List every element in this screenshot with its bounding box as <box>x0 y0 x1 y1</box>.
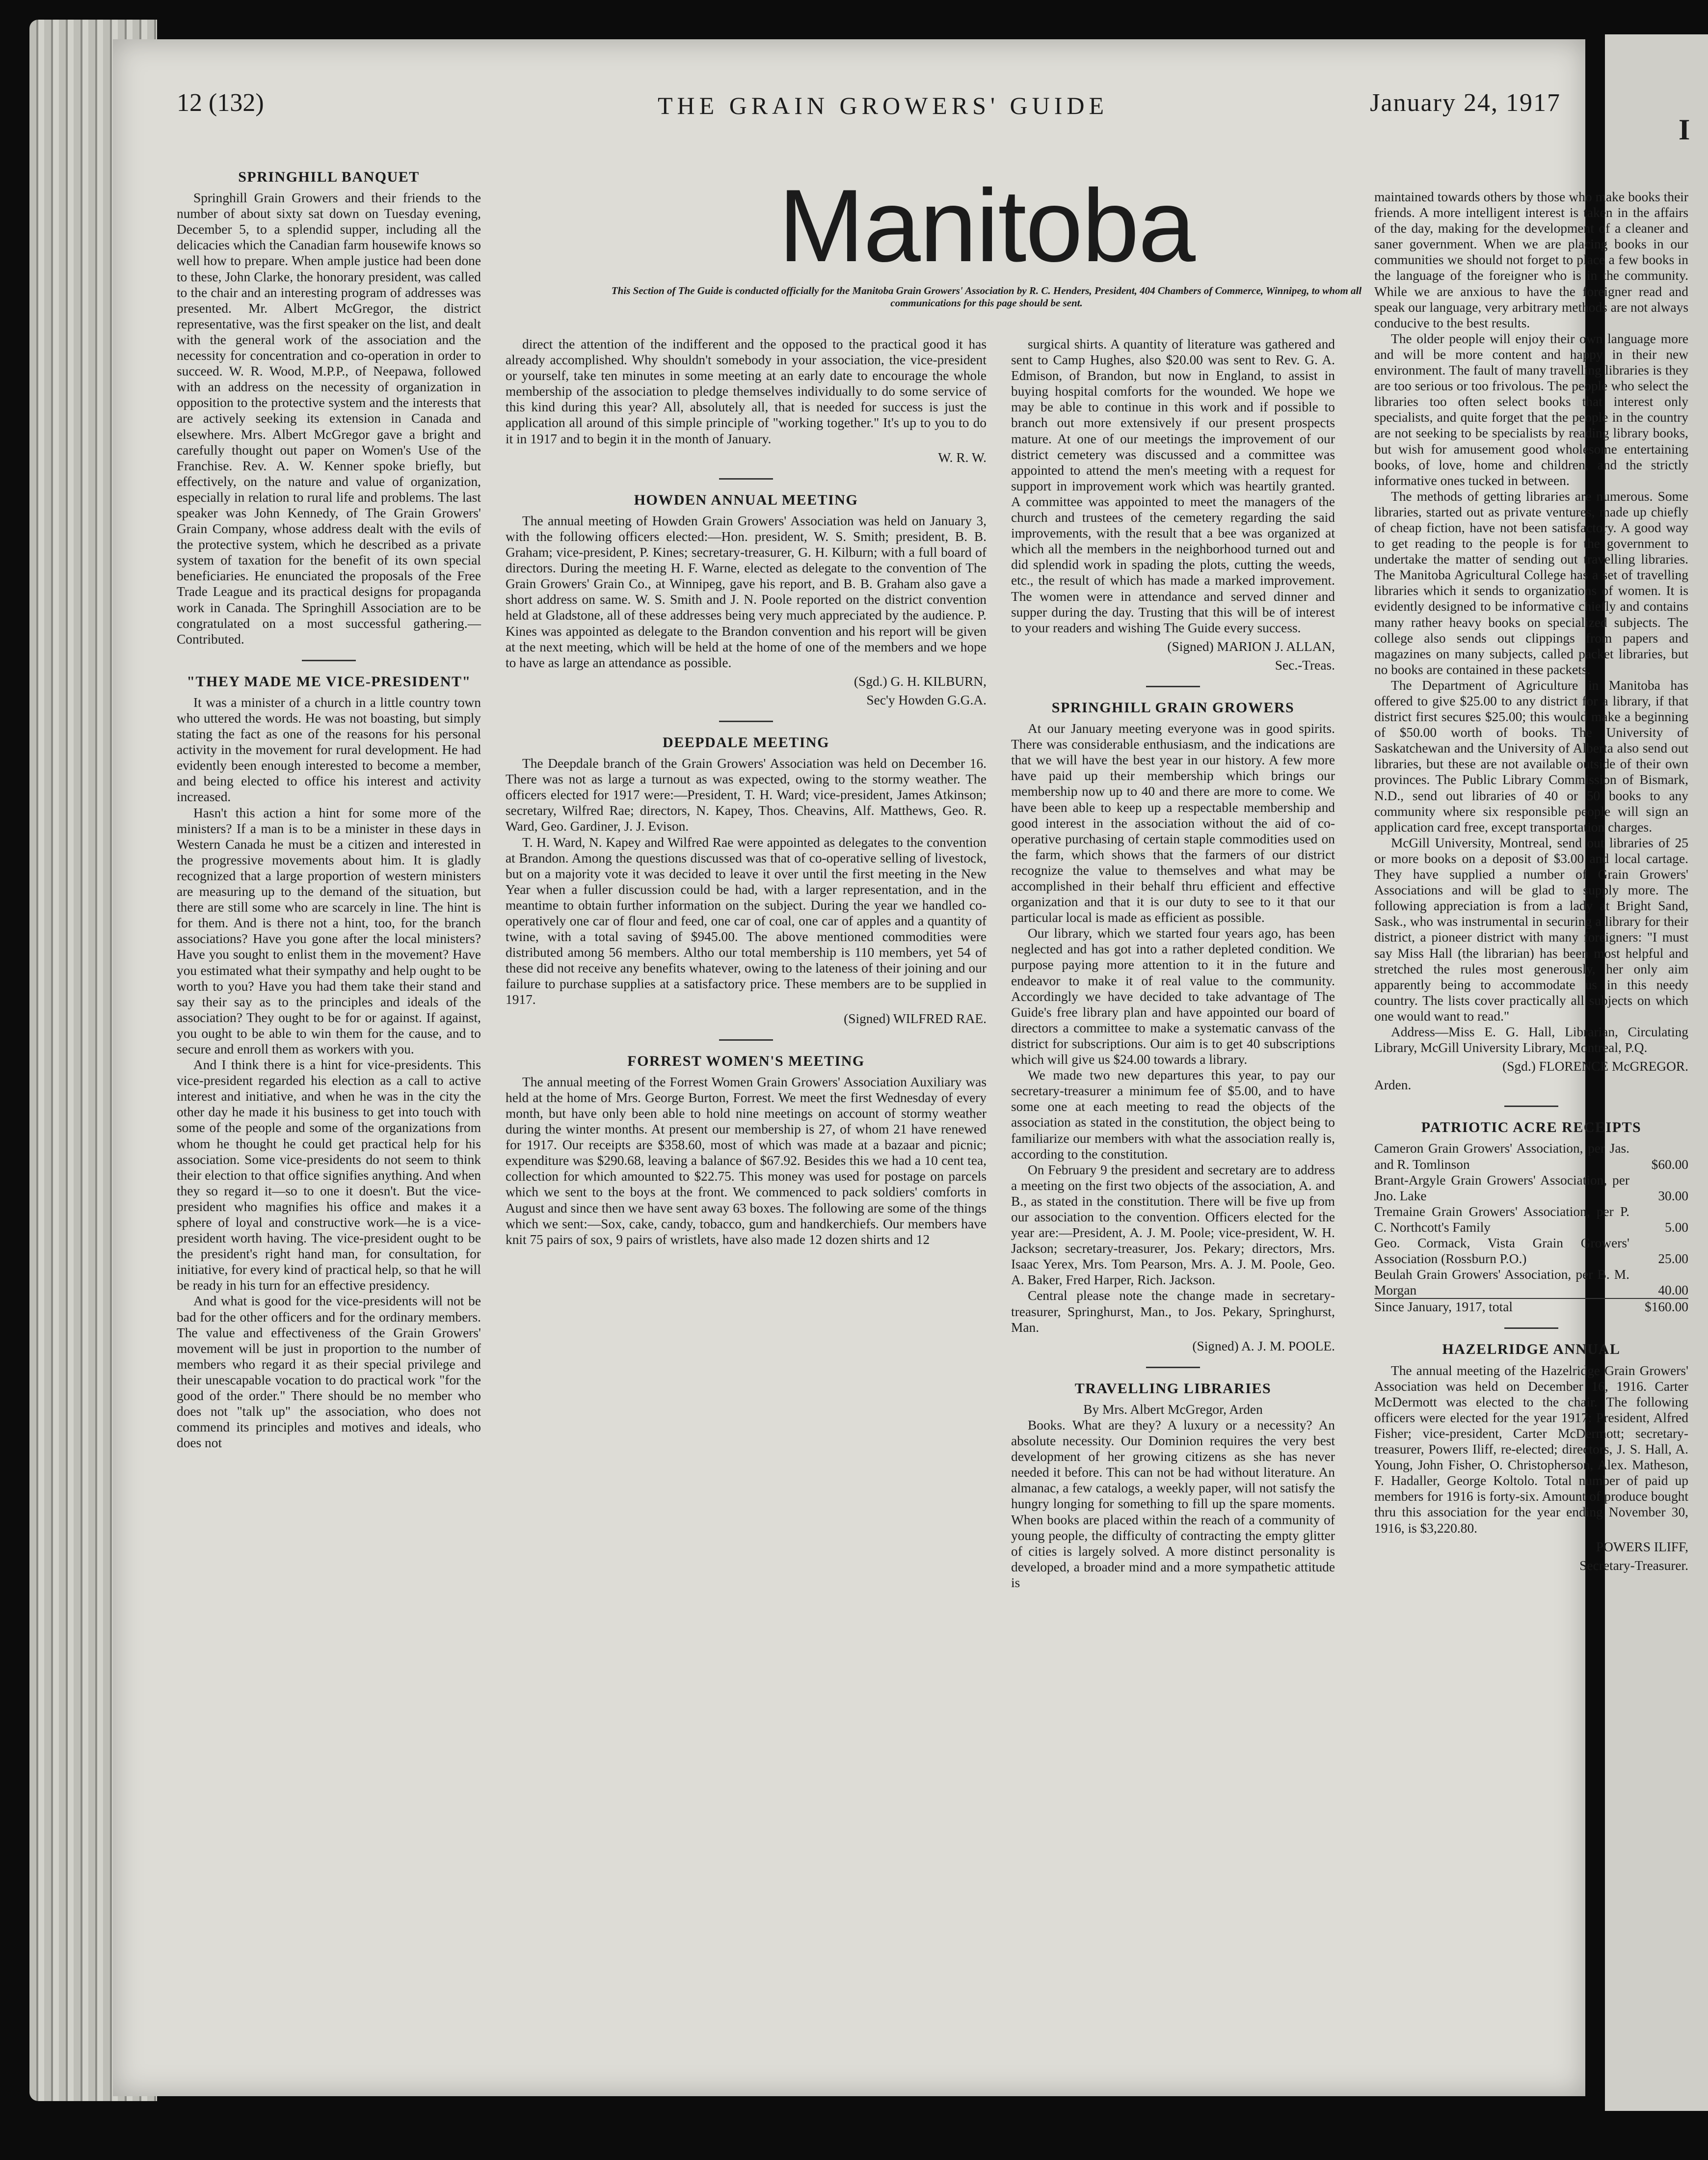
paragraph: It was a minister of a church in a little country town who uttered the words. He was not boasting, but simply stating the fact as one of the reasons for his personal activity in the movement for rural development. He had evidently been enough interested to become a member, and being elected to office his interest and activity increased. <box>177 695 481 805</box>
section-notice: This Section of The Guide is conducted officially for the Manitoba Grain Growers' Association by R. C. Henders, President, 404 Chambers of Commerce, Winnipeg, to whom all communications for this page should be sent. <box>611 285 1362 309</box>
paragraph: Address—Miss E. G. Hall, Librarian, Circulating Library, McGill University Library, Montreal, P.Q. <box>1374 1024 1688 1055</box>
paragraph: McGill University, Montreal, send out libraries of 25 or more books on a deposit of $3.00 and local cartage. They have supplied a number of Grain Growers' Associations and will be glad to supply more. The following appreciation is from a lady at Bright Sand, Sask., who was instrumental in securing a library for their district, a pioneer district with many foreigners: "I must say Miss Hall (the librarian) has been most helpful and stretched the rules most generously, her only aim apparently being to accommodate us in this needy country. The lists cover practically all subjects on which one would want to read." <box>1374 835 1688 1024</box>
signature-place: Arden. <box>1374 1078 1412 1093</box>
table-row <box>1374 1140 1688 1172</box>
article-travelling-libraries: Books. What are they? A luxury or a necessity? An absolute necessity. Our Dominion requires the very best development of her growing citizens as she has never needed it before. This can not be had without literature. An almanac, a few catalogs, a weekly paper, will not satisfy the hungry longing for something to fill up the spare moments. When books are placed within the reach of a community of young people, the difficulty of contracting the empty glitter of cities is largely solved. A more distinct personality is developed, a broader mind and a more sympathetic attitude is <box>1011 1418 1335 1590</box>
table-row <box>1374 1204 1688 1235</box>
paragraph: The Department of Agriculture in Manitoba has offered to give $25.00 to any district for a library, if that district first secures $25.00; this would make a beginning of $50.00 worth of books. The University of Saskatchewan and the University of Alberta also send out libraries, but these are not available outside of their own provinces. The Public Library Commission of Bismark, N.D., send out libraries of 40 or 50 books to any community where six responsible people will sign an application card free, except transportation charges. <box>1374 677 1688 835</box>
headline-deepdale: DEEPDALE MEETING <box>663 734 829 751</box>
journal-title: THE GRAIN GROWERS' GUIDE <box>658 92 1109 119</box>
receipt-amount: 25.00 <box>1658 1251 1688 1267</box>
headline-patriotic-acre: PATRIOTIC ACRE RECEIPTS <box>1421 1119 1642 1136</box>
paragraph: And I think there is a hint for vice-presidents. This vice-president regarded his election as a call to active interest and initiative, and when he was in the city the other day he made it his business to get into touch with some of the people and some of the organizations from whom he thought he could get practical help for his association. Some vice-presidents do not seem to think their election to that office signifies anything. And when they so regard it—so to one it doesn't. But the vice-president who magnifies his office and makes it a sphere of loyal and constructive work—he is a vice-president worth having. The vice-president ought to be the president's right hand man, for consultation, for initiative, for every kind of practical help, so that he will be ready in his turn for an effective presidency. <box>177 1057 481 1293</box>
receipt-label: Cameron Grain Growers' Association, per Jas. and R. Tomlinson <box>1374 1141 1629 1172</box>
paragraph: At our January meeting everyone was in good spirits. There was considerable enthusiasm, and the indications are that we will have the best year in our history. A few more have paid up their membership which brings our membership now up to 40 and there are more to come. We have been able to keep up a respectable membership and good interest in the association without the aid of co-operative purchasing of certain staple commodities used on the farm, which shows that the farmers of our district recognize the value to themselves and what may be accomplished in their behalf thru efficient and effective organization and that it is our duty to see to it that our particular local is made as efficient as possible. <box>1011 721 1335 925</box>
headline-springhill-grain-growers: SPRINGHILL GRAIN GROWERS <box>1051 699 1295 716</box>
initials: W. R. W. <box>938 450 987 465</box>
signature-title: Sec'y Howden G.G.A. <box>866 692 987 707</box>
newspaper-page <box>113 39 1688 2096</box>
divider <box>1146 686 1200 687</box>
receipt-amount: 40.00 <box>1658 1283 1688 1298</box>
paragraph: Hasn't this action a hint for some more of the ministers? If a man is to be a minister in these days in Western Canada he must be a citizen and interested in the progressive movements about him. It is gladly recognized that a large proportion of western ministers are measuring up to the demand of the situation, but there are still some who are scarcely in line. The hint is for them. And is there not a hint, too, for the branch associations? Have you gone after the local ministers? Have you sought to enlist them in the movement? Have you estimated what their sympathy and help ought to be worth to you? Have you had them take their stand and say their say as to the principles and ideals of the association? They ought to be for or against. If against, you ought to be able to win them for the cause, and to secure and enroll them as workers with you. <box>177 805 481 1056</box>
column-2 <box>506 336 987 1247</box>
total-label: Since January, 1917, total <box>1374 1298 1629 1315</box>
paragraph: The Deepdale branch of the Grain Growers' Association was held on December 16. There was not as large a turnout as was expected, owing to the stormy weather. The officers elected for 1917 were:—President, T. H. Ward; vice-president, James Atkinson; secretary, Wilfred Rae; directors, N. Kapey, Thos. Cheavins, Alf. Matthews, Geo. R. Ward, Geo. Gardiner, J. J. Evison. <box>506 756 987 834</box>
divider <box>719 721 773 722</box>
paragraph: And what is good for the vice-presidents will not be bad for the other officers and for the ordinary members. The value and effectiveness of the Grain Growers' movement will be just in proportion to the number of members who regard it as their special privilege and their unescapable vocation to do practical work "for the good of the order." There should be no member who does not "talk up" the association, who does not commend its principles and motives and ideals, who does not <box>177 1294 481 1451</box>
headline-forrest: FORREST WOMEN'S MEETING <box>627 1053 865 1069</box>
paragraph: The older people will enjoy their own language more and will be more content and happy in their new environment. The fault of many travelling libraries is they are too serious or too frivolous. The people who select the libraries too often select books that interest only specialists, and quite forget that the people in the country are not seeking to be specialists by reading library books, but wish for amusement good wholesome entertaining books, of love, home and children, and the strictly informative ones tucked in between. <box>1374 331 1688 488</box>
article-continued: direct the attention of the indifferent and the opposed to the practical good it has already accomplished. Why shouldn't somebody in your association, the vice-president or yourself, take ten minutes in some meeting at an early date to encourage the whole membership of the association to pledge themselves individually to do some service of this kind during this year? All, absolutely all, that is needed for success is just the application all around of this simple principle of "working together." It's up to you to do it in 1917 and to begin it in the month of January. <box>506 337 987 446</box>
section-masthead <box>604 168 1369 309</box>
divider <box>1504 1327 1558 1329</box>
paragraph: The methods of getting libraries are numerous. Some libraries, started out as private ventures, made up chiefly of cheap fiction, have not been satisfactory. A good way to get reading to the people is for the government to undertake the matter of sending out travelling libraries. The Manitoba Agricultural College has a set of travelling libraries which it sends to organizations of women. It is evidently designed to be informative chiefly and contains many rather heavy books on specialized subjects. The college also sends out clippings from papers and magazines on many subjects, called packet libraries, but no books are contained in these packets. <box>1374 488 1688 677</box>
page-header <box>177 88 1561 133</box>
column-4 <box>1374 189 1688 1573</box>
total-amount: $160.00 <box>1629 1298 1688 1315</box>
signature-title: Secretary-Treasurer. <box>1579 1558 1688 1573</box>
headline-springhill-banquet: SPRINGHILL BANQUET <box>238 169 420 185</box>
receipt-label: Tremaine Grain Growers' Association, per P. C. Northcott's Family <box>1374 1204 1629 1235</box>
signature: (Signed) MARION J. ALLAN, <box>1167 639 1335 654</box>
paragraph: Our library, which we started four years ago, has been neglected and has got into a rather depleted condition. We purpose paying more attention to it in the future and endeavor to make it of real value to the community. Accordingly we have decided to take advantage of The Guide's free library plan and have appointed our board of directors a committee to make a systematic canvass of the district for subscriptions. Our aim is to get 40 subscriptions which will give us $24.00 towards a library. <box>1011 926 1335 1067</box>
paragraph: On February 9 the president and secretary are to address a meeting on the first two objects of the association, A. and B., as stated in the constitution. There will be five up from our association to the convention. Officers elected for the year are:—President, A. J. M. Poole; vice-president, W. H. Jackson; secretary-treasurer, Jos. Pekary; directors, Mrs. Isaac Yerex, Mrs. Tom Pearson, Mrs. A. J. M. Poole, Geo. A. Baker, Fred Harper, Rich. Jackson. <box>1011 1162 1335 1288</box>
receipt-amount: 5.00 <box>1665 1219 1688 1235</box>
divider <box>1146 1367 1200 1368</box>
signature-title: Sec.-Treas. <box>1275 657 1335 673</box>
receipt-label: Geo. Cormack, Vista Grain Growers' Association (Rossburn P.O.) <box>1374 1236 1629 1267</box>
paragraph: Central please note the change made in secretary-treasurer, Springhurst, Man., to Jos. Pekary, Springhurst, Man. <box>1011 1288 1335 1335</box>
receipt-amount: 30.00 <box>1658 1188 1688 1203</box>
receipt-amount: $60.00 <box>1651 1157 1688 1172</box>
paragraph: T. H. Ward, N. Kapey and Wilfred Rae were appointed as delegates to the convention at Brandon. Among the questions discussed was that of co-operative selling of livestock, but on a majority vote it was decided to leave it over until the first meeting in the New Year when a fuller discussion could be had, with a larger representation, and in the meantime to obtain further information on the subject. During the year we handled co-operatively one car of flour and feed, one car of coal, one car of apples and a quantity of twine, with a total saving of $945.00. The above mentioned commodities were distributed among 56 members. Altho our total membership is 110 members, yet 54 of these did not receive any benefits whatever, owing to the lateness of their joining and our failure to purchase supplies at a satisfactory price. These members are to be supplied in 1917. <box>506 835 987 1007</box>
headline-hazelridge: HAZELRIDGE ANNUAL <box>1442 1341 1621 1358</box>
divider <box>719 1039 773 1041</box>
signature: (Sgd.) FLORENCE McGREGOR. <box>1502 1059 1688 1074</box>
headline-travelling-libraries: TRAVELLING LIBRARIES <box>1074 1380 1272 1397</box>
issue-date: January 24, 1917 <box>1370 89 1561 117</box>
article-forrest: The annual meeting of the Forrest Women Grain Growers' Association Auxiliary was held at the home of Mrs. George Burton, Forrest. We meet the first Wednesday of every month, but have only been able to hold nine meetings on account of stormy weather during the winter months. At present our membership is 27, of whom 21 have renewed for 1917. Our receipts are $358.60, most of which was made at a bazaar and picnic; expenditure was $290.68, leaving a balance of $67.92. Besides this we had a 10 cent tea, collection for which amounted to $22.75. This money was used for postage on parcels which we sent to the boys at the front. We commenced to pack soldiers' comforts in August and since then we have sent away 63 boxes. The following are some of the things which we sent:—Sox, cake, candy, tobacco, gum and handkerchiefs. Our members have knit 75 pairs of sox, 9 pairs of wristlets, have also made 12 dozen shirts and 12 <box>506 1074 987 1247</box>
divider <box>302 660 356 661</box>
headline-vice-president: "THEY MADE ME VICE-PRESIDENT" <box>187 673 471 690</box>
article-howden: The annual meeting of Howden Grain Growers' Association was held on January 3, with the following officers elected:—Hon. president, W. S. Smith; president, B. B. Graham; vice-president, P. Kines; secretary-treasurer, G. H. Kilburn; with a full board of directors. During the meeting H. F. Warne, elected as delegate to the convention of The Grain Growers' Grain Co., at Winnipeg, gave his report, and B. B. Graham also gave a short address on same. W. S. Smith and J. N. Poole reported on the district convention held at Gladstone, all of these addresses being very much appreciated by the audience. P. Kines was appointed as delegate to the Brandon convention and his report will be given at the next meeting, which will be held at the home of one of the members and we hope to have as large an attendance as possible. <box>506 513 987 670</box>
byline: By Mrs. Albert McGregor, Arden <box>1083 1402 1263 1417</box>
receipts-table <box>1374 1140 1688 1315</box>
section-title: Manitoba <box>778 168 1195 283</box>
column-1 <box>177 169 481 1451</box>
table-row <box>1374 1235 1688 1267</box>
page-number: 12 (132) <box>177 89 264 117</box>
divider <box>719 478 773 480</box>
table-row <box>1374 1172 1688 1204</box>
table-row <box>1374 1267 1688 1298</box>
adjacent-page-letter: I <box>1679 113 1690 146</box>
signature: (Sgd.) G. H. KILBURN, <box>854 674 987 689</box>
receipt-label: Brant-Argyle Grain Growers' Association, per Jno. Lake <box>1374 1172 1629 1203</box>
table-total-row <box>1374 1298 1688 1315</box>
headline-howden: HOWDEN ANNUAL MEETING <box>634 491 858 508</box>
article-forrest-continued: surgical shirts. A quantity of literature was gathered and sent to Camp Hughes, also $20.00 was sent to Rev. G. A. Edmison, of Brandon, but now in England, to assist in buying hospital comforts for the wounded. We hope we may be able to continue in this work and if possible to branch out more extensively if our present prospects mature. At one of our meetings the improvement of our district cemetery was discussed and a committee was appointed to attend the men's meeting with a request for support in improvement work which was heartily granted. A committee was appointed to meet the managers of the church and trustees of the cemetery regarding the said improvements, with the result that a bee was organized at which all the members in the neighborhood turned out and did splendid work in spading the plots, cutting the weeds, etc., the result of which has made a marked improvement. The women were in attendance and served dinner and supper during the day. Trusting that this will be of interest to your readers and wishing The Guide every success. <box>1011 337 1335 635</box>
signature: POWERS ILIFF, <box>1596 1539 1688 1554</box>
signature: (Signed) A. J. M. POOLE. <box>1192 1338 1335 1353</box>
column-3 <box>1011 336 1335 1591</box>
paragraph: We made two new departures this year, to pay our secretary-treasurer a minimum fee of $5.00, and to have some one at each meeting to read the objects of the association as stated in the constitution, the object being to familiarize our members with what the association really is, according to the constitution. <box>1011 1068 1335 1161</box>
divider <box>1504 1106 1558 1107</box>
paragraph: maintained towards others by those who make books their friends. A more intelligent interest is taken in the affairs of the day, making for the development of a cleaner and saner government. When we are placing books in our communities we should not forget to place a few books in the language of the foreigner who is in the community. While we are anxious to have the foreigner read and speak our language, very arbitrary methods are not always conducive to the best results. <box>1374 189 1688 330</box>
receipt-label: Beulah Grain Growers' Association, per B. M. Morgan <box>1374 1267 1629 1298</box>
article-hazelridge: The annual meeting of the Hazelridge Grain Growers' Association was held on December 16, 1916. Carter McDermott was elected to the chair. The following officers were elected for the year 1917: President, Alfred Fisher; vice-president, Carter McDermott; secretary-treasurer, Powers Iliff, re-elected; directors, J. S. Hall, A. Young, John Fisher, O. Christopherson, Alex. Matheson, F. Hadaller, George Koltolo. Total number of paid up members for 1916 is forty-six. Amount of produce bought thru this association for the year ending November 30, 1916, is $3,220.80. <box>1374 1363 1688 1536</box>
signature: (Signed) WILFRED RAE. <box>844 1011 987 1026</box>
article-springhill-banquet: Springhill Grain Growers and their friends to the number of about sixty sat down on Tuesday evening, December 5, to a splendid supper, including all the delicacies which the Canadian farm housewife knows so well how to prepare. When ample justice had been done to these, John Clarke, the honorary president, was called to the chair and an interesting program of addresses was presented. Mr. Albert McGregor, the district representative, was the first speaker on the list, and dealt with the general work of the association and the necessity for concentration and co-operation in order to succeed. W. R. Wood, M.P.P., of Neepawa, followed with an address on the necessity of organization in opposition to the protective system and the interests that are actively seeking its extension in Canada and elsewhere. Mrs. Albert McGregor gave a bright and carefully thought out paper on Women's Use of the Franchise. Rev. A. W. Kenner spoke briefly, but effectively, on the nature and value of organization, especially in relation to rural life and problems. The last speaker was John Kennedy, of The Grain Growers' Grain Company, whose address dealt with the evils of the protective system, which he described as a private system of taxation for the benefit of its own special beneficiaries. He enunciated the proposals of the Free Trade League and its practical designs for propaganda work in Canada. The Springhill Association are to be congratulated on a most successful gathering.—Contributed. <box>177 190 481 647</box>
